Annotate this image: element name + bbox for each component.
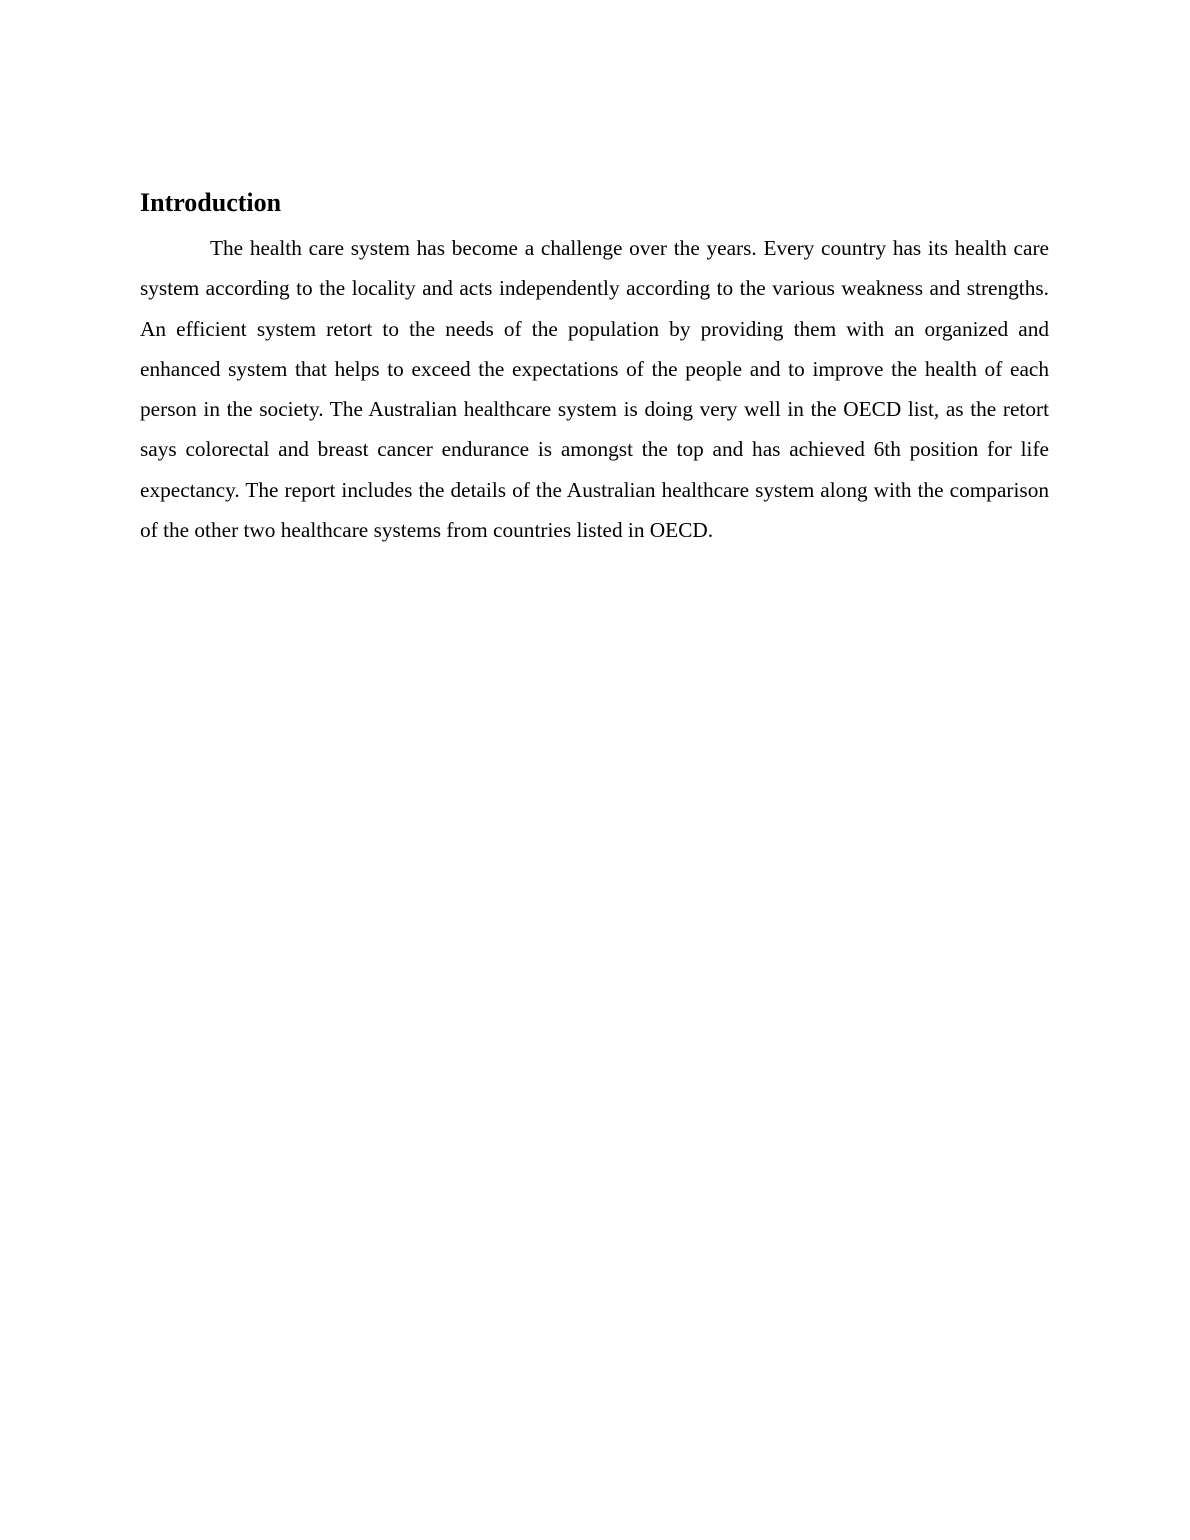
document-content [140,186,1049,550]
intro-paragraph: The health care system has become a challenge over the years. Every country has its health care system according to the locality and acts independently according to the various weakness and strengths. An efficient system retort to the needs of the population by providing them with an organized and enhanced system that helps to exceed the expectations of the people and to improve the health of each person in the society. The Australian healthcare system is doing very well in the OECD list, as the retort says colorectal and breast cancer endurance is amongst the top and has achieved 6th position for life expectancy. The report includes the details of the Australian healthcare system along with the comparison of the other two healthcare systems from countries listed in OECD. [140,236,1049,543]
section-heading: Introduction [140,188,282,217]
